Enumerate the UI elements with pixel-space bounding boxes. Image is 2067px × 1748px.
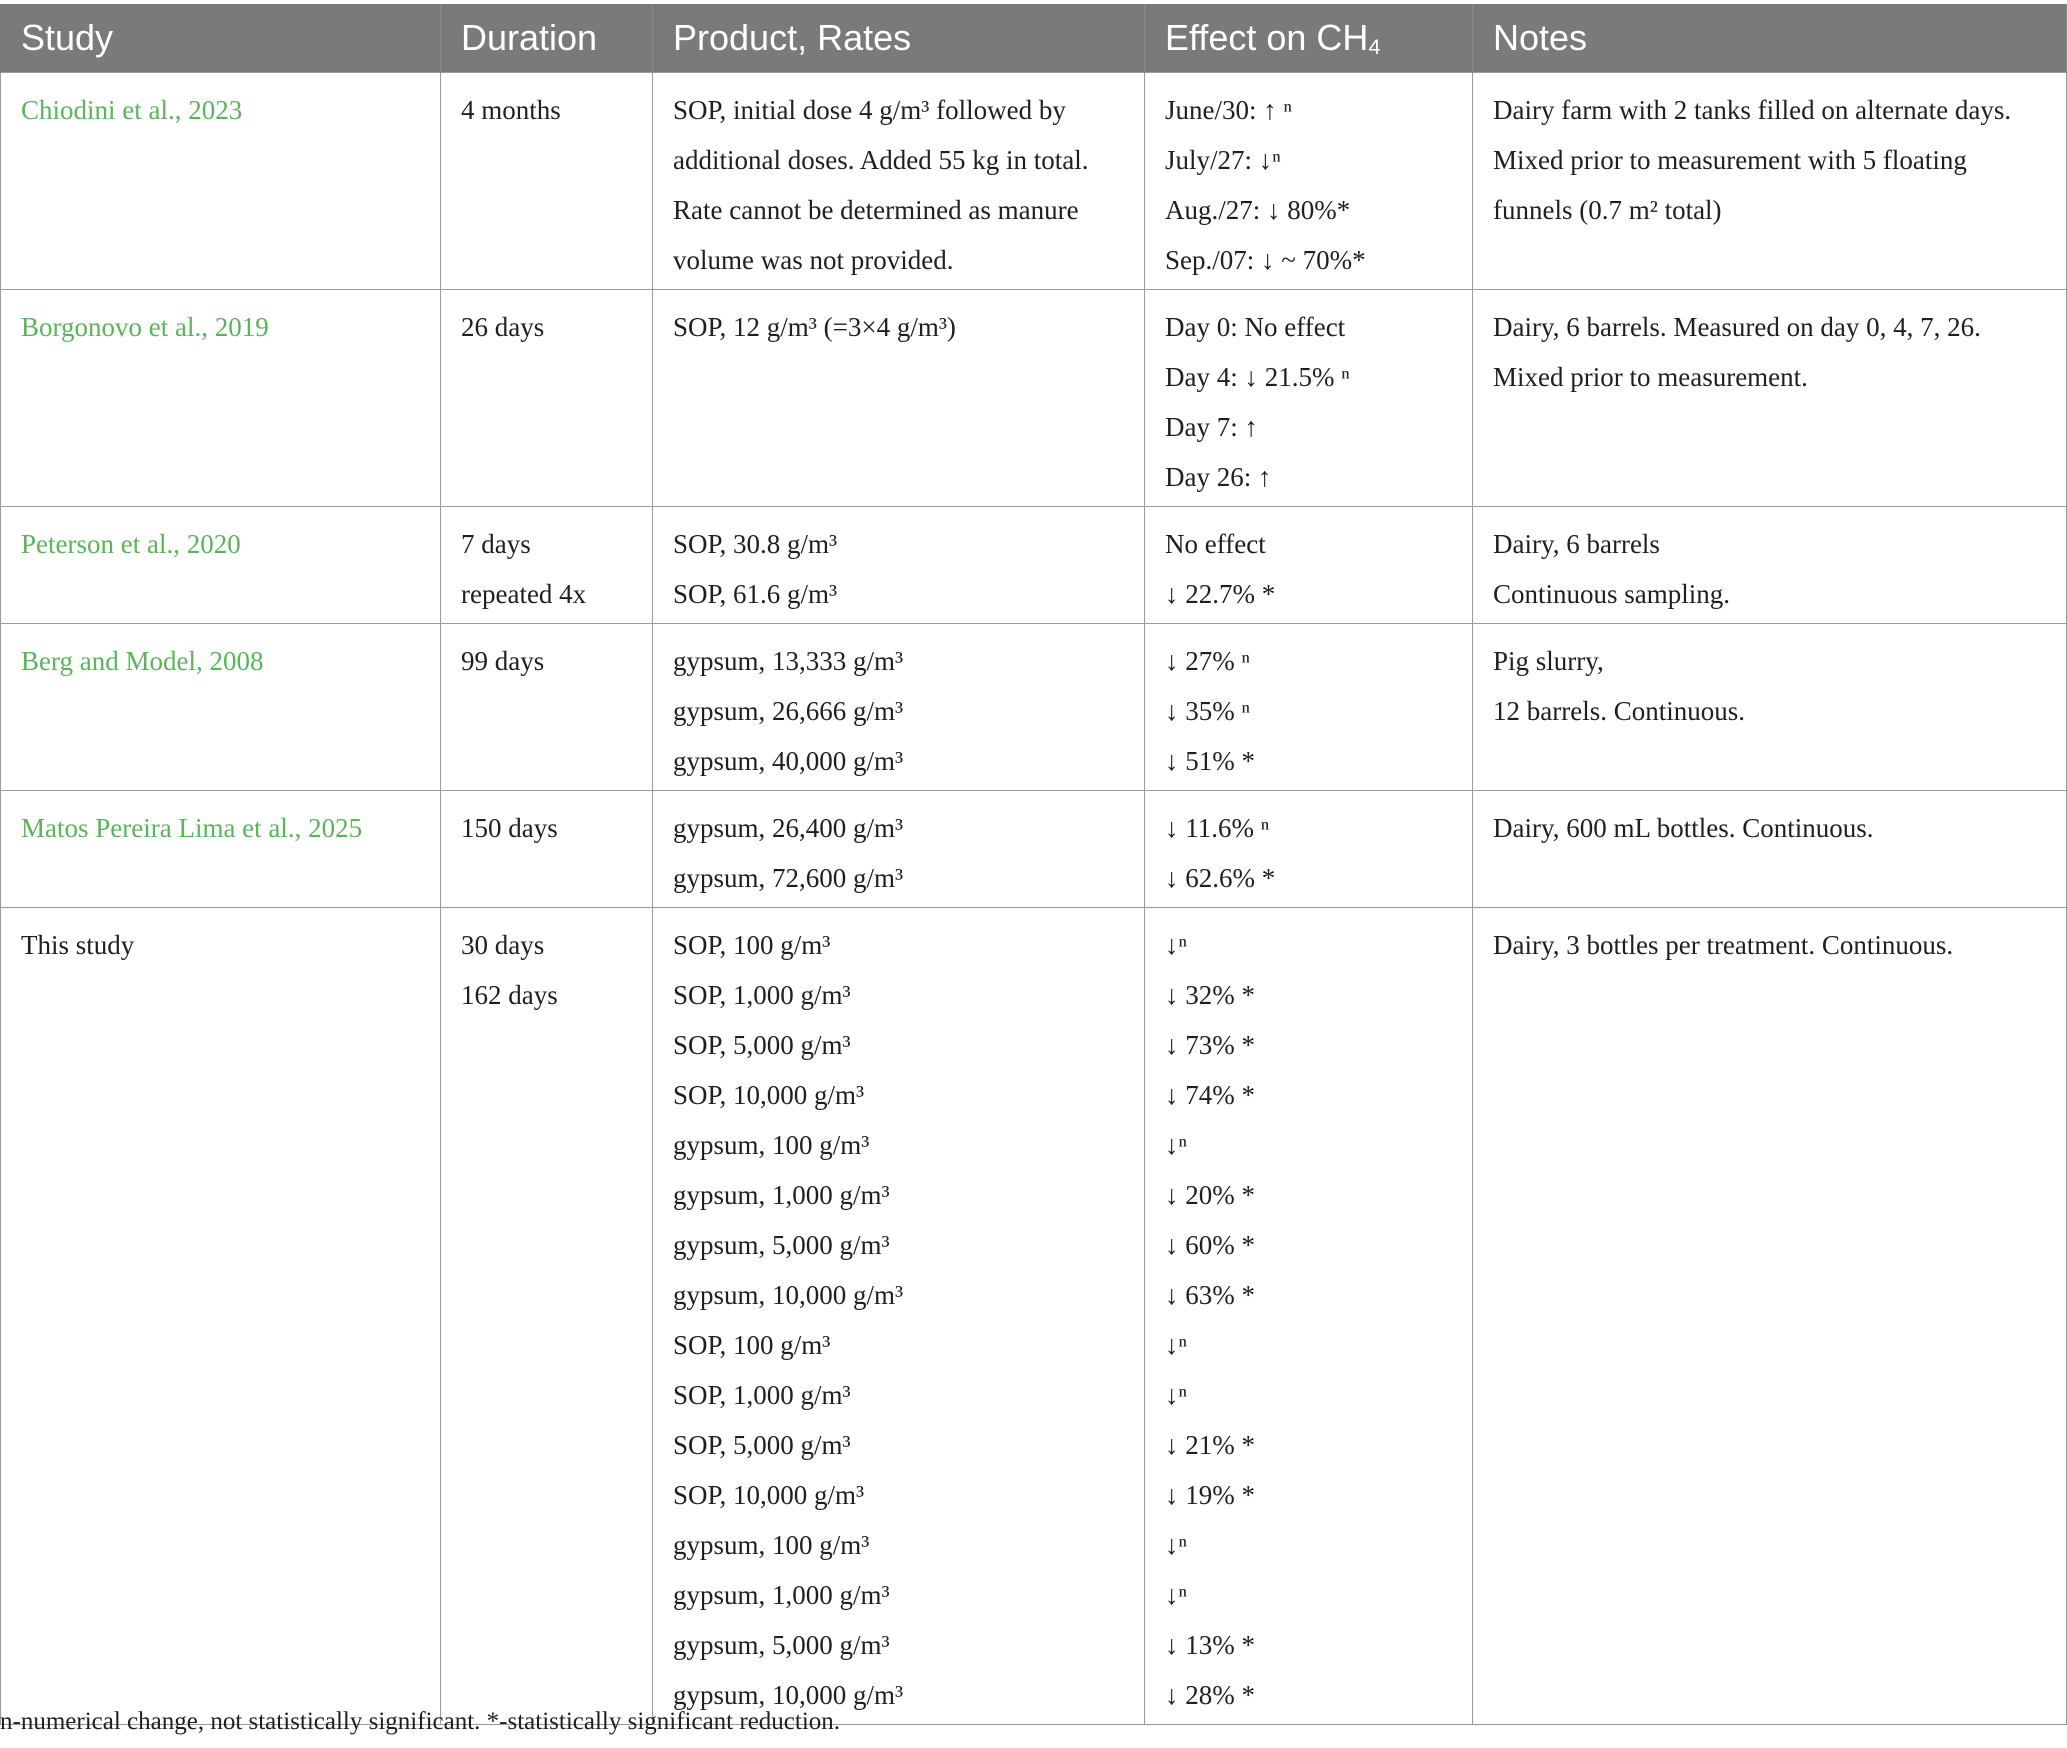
study-name: This study (21, 930, 135, 960)
duration-cell (441, 791, 653, 908)
effect-cell (1145, 290, 1473, 507)
product-cell-line: gypsum, 40,000 g/m³ (673, 746, 904, 776)
effect-cell-line: ↓ 13% * (1165, 1630, 1255, 1660)
duration-cell (441, 290, 653, 507)
product-cell-line: gypsum, 1,000 g/m³ (673, 1580, 890, 1610)
duration-cell-line: 7 days (461, 529, 531, 559)
effect-cell (1145, 624, 1473, 791)
effect-cell-line: Aug./27: ↓ 80%* (1165, 195, 1351, 225)
effect-cell (1145, 908, 1473, 1725)
header-notes: Notes (1473, 4, 2067, 73)
product-cell-line: gypsum, 5,000 g/m³ (673, 1630, 890, 1660)
duration-cell (441, 73, 653, 290)
product-cell-line: gypsum, 1,000 g/m³ (673, 1180, 890, 1210)
study-citation-link[interactable]: Chiodini et al., 2023 (21, 95, 243, 125)
product-cell (653, 73, 1145, 290)
product-cell-line: SOP, 30.8 g/m³ (673, 529, 838, 559)
header-row (1, 4, 2067, 73)
product-cell-line: gypsum, 26,400 g/m³ (673, 813, 904, 843)
header-effect-subscript: 4 (1368, 33, 1381, 59)
study-citation-link[interactable]: Berg and Model, 2008 (21, 646, 264, 676)
notes-cell (1473, 624, 2067, 791)
table-row (1, 290, 2067, 507)
product-cell-line: SOP, 61.6 g/m³ (673, 579, 838, 609)
effect-cell-line: ↓ 73% * (1165, 1030, 1255, 1060)
duration-cell-line: 150 days (461, 813, 558, 843)
effect-cell-line: July/27: ↓ⁿ (1165, 145, 1281, 175)
table-row (1, 507, 2067, 624)
product-cell-line: SOP, 12 g/m³ (=3×4 g/m³) (673, 312, 956, 342)
product-cell-line: gypsum, 100 g/m³ (673, 1530, 870, 1560)
study-cell (1, 73, 441, 290)
table-row (1, 624, 2067, 791)
study-citation-link[interactable]: Matos Pereira Lima et al., 2025 (21, 813, 363, 843)
product-cell-line: gypsum, 10,000 g/m³ (673, 1680, 904, 1710)
notes-cell (1473, 908, 2067, 1725)
notes-cell-line: Mixed prior to measurement with 5 floating (1493, 145, 1967, 175)
study-cell (1, 290, 441, 507)
effect-cell-line: ↓ 22.7% * (1165, 579, 1276, 609)
product-cell-line: gypsum, 13,333 g/m³ (673, 646, 904, 676)
notes-cell-line: Dairy, 3 bottles per treatment. Continuous. (1493, 930, 1954, 960)
product-cell-line: gypsum, 26,666 g/m³ (673, 696, 904, 726)
effect-cell-line: ↓ 21% * (1165, 1430, 1255, 1460)
duration-cell (441, 507, 653, 624)
notes-cell-line: Continuous sampling. (1493, 579, 1731, 609)
notes-cell (1473, 507, 2067, 624)
effect-cell-line: ↓ 60% * (1165, 1230, 1255, 1260)
notes-cell-line: Mixed prior to measurement. (1493, 362, 1808, 392)
product-cell-line: SOP, 10,000 g/m³ (673, 1080, 865, 1110)
effect-cell-line: Day 4: ↓ 21.5% ⁿ (1165, 362, 1350, 392)
effect-cell-line: ↓ⁿ (1165, 1380, 1188, 1410)
product-cell-line: SOP, 1,000 g/m³ (673, 980, 851, 1010)
notes-cell (1473, 73, 2067, 290)
effect-cell-line: ↓ⁿ (1165, 1580, 1188, 1610)
notes-cell-line: Pig slurry, (1493, 646, 1604, 676)
effect-cell-line: ↓ 74% * (1165, 1080, 1255, 1110)
product-cell-line: SOP, 5,000 g/m³ (673, 1430, 851, 1460)
effect-cell-line: Day 7: ↑ (1165, 412, 1258, 442)
product-cell (653, 507, 1145, 624)
effect-cell-line: ↓ 27% ⁿ (1165, 646, 1250, 676)
product-cell (653, 624, 1145, 791)
product-cell (653, 908, 1145, 1725)
table-row (1, 908, 2067, 1725)
product-cell-line: SOP, 5,000 g/m³ (673, 1030, 851, 1060)
notes-cell (1473, 290, 2067, 507)
effect-cell-line: ↓ 19% * (1165, 1480, 1255, 1510)
product-cell-line: SOP, initial dose 4 g/m³ followed by (673, 95, 1066, 125)
study-citation-link[interactable]: Peterson et al., 2020 (21, 529, 241, 559)
duration-cell-line: 4 months (461, 95, 561, 125)
duration-cell-line: repeated 4x (461, 579, 587, 609)
notes-cell-line: 12 barrels. Continuous. (1493, 696, 1745, 726)
product-cell-line: gypsum, 10,000 g/m³ (673, 1280, 904, 1310)
product-cell (653, 791, 1145, 908)
notes-cell-line: Dairy, 6 barrels (1493, 529, 1660, 559)
effect-cell-line: ↓ⁿ (1165, 1530, 1188, 1560)
header-product-rates: Product, Rates (653, 4, 1145, 73)
effect-cell-line: ↓ 51% * (1165, 746, 1255, 776)
product-cell-line: volume was not provided. (673, 245, 954, 275)
effect-cell-line: ↓ 63% * (1165, 1280, 1255, 1310)
notes-cell-line: Dairy farm with 2 tanks filled on alternate days. (1493, 95, 2012, 125)
duration-cell-line: 162 days (461, 980, 558, 1010)
header-effect-label: Effect on CH (1165, 16, 1369, 58)
effect-cell-line: Sep./07: ↓ ~ 70%* (1165, 245, 1366, 275)
duration-cell (441, 908, 653, 1725)
header-effect (1145, 4, 1473, 73)
product-cell-line: SOP, 10,000 g/m³ (673, 1480, 865, 1510)
product-cell-line: gypsum, 100 g/m³ (673, 1130, 870, 1160)
table-footnote: n-numerical change, not statistically significant. *-statistically significant reduction. (0, 1708, 841, 1735)
duration-cell-line: 30 days (461, 930, 545, 960)
study-cell (1, 624, 441, 791)
notes-cell (1473, 791, 2067, 908)
comparison-table (0, 4, 2067, 1725)
header-study: Study (1, 4, 441, 73)
table-body (1, 73, 2067, 1725)
effect-cell-line: ↓ 32% * (1165, 980, 1255, 1010)
effect-cell-line: ↓ⁿ (1165, 1130, 1188, 1160)
table-row (1, 73, 2067, 290)
effect-cell-line: ↓ 28% * (1165, 1680, 1255, 1710)
product-cell (653, 290, 1145, 507)
effect-cell-line: No effect (1165, 529, 1266, 559)
study-cell (1, 507, 441, 624)
effect-cell-line: Day 26: ↑ (1165, 462, 1272, 492)
notes-cell-line: Dairy, 6 barrels. Measured on day 0, 4, 7, 26. (1493, 312, 1981, 342)
notes-cell-line: Dairy, 600 mL bottles. Continuous. (1493, 813, 1874, 843)
effect-cell-line: June/30: ↑ ⁿ (1165, 95, 1292, 125)
duration-cell (441, 624, 653, 791)
study-cell (1, 791, 441, 908)
product-cell-line: Rate cannot be determined as manure (673, 195, 1079, 225)
effect-cell-line: ↓ 35% ⁿ (1165, 696, 1250, 726)
effect-cell (1145, 507, 1473, 624)
duration-cell-line: 26 days (461, 312, 545, 342)
effect-cell (1145, 791, 1473, 908)
header-duration: Duration (441, 4, 653, 73)
product-cell-line: additional doses. Added 55 kg in total. (673, 145, 1089, 175)
product-cell-line: SOP, 100 g/m³ (673, 930, 831, 960)
effect-cell-line: ↓ 11.6% ⁿ (1165, 813, 1270, 843)
study-citation-link[interactable]: Borgonovo et al., 2019 (21, 312, 269, 342)
effect-cell-line: ↓ⁿ (1165, 1330, 1188, 1360)
effect-cell-line: ↓ⁿ (1165, 930, 1188, 960)
effect-cell-line: Day 0: No effect (1165, 312, 1346, 342)
effect-cell (1145, 73, 1473, 290)
product-cell-line: gypsum, 72,600 g/m³ (673, 863, 904, 893)
effect-cell-line: ↓ 20% * (1165, 1180, 1255, 1210)
table-row (1, 791, 2067, 908)
product-cell-line: SOP, 1,000 g/m³ (673, 1380, 851, 1410)
product-cell-line: gypsum, 5,000 g/m³ (673, 1230, 890, 1260)
notes-cell-line: funnels (0.7 m² total) (1493, 195, 1722, 225)
duration-cell-line: 99 days (461, 646, 545, 676)
product-cell-line: SOP, 100 g/m³ (673, 1330, 831, 1360)
study-cell (1, 908, 441, 1725)
effect-cell-line: ↓ 62.6% * (1165, 863, 1276, 893)
